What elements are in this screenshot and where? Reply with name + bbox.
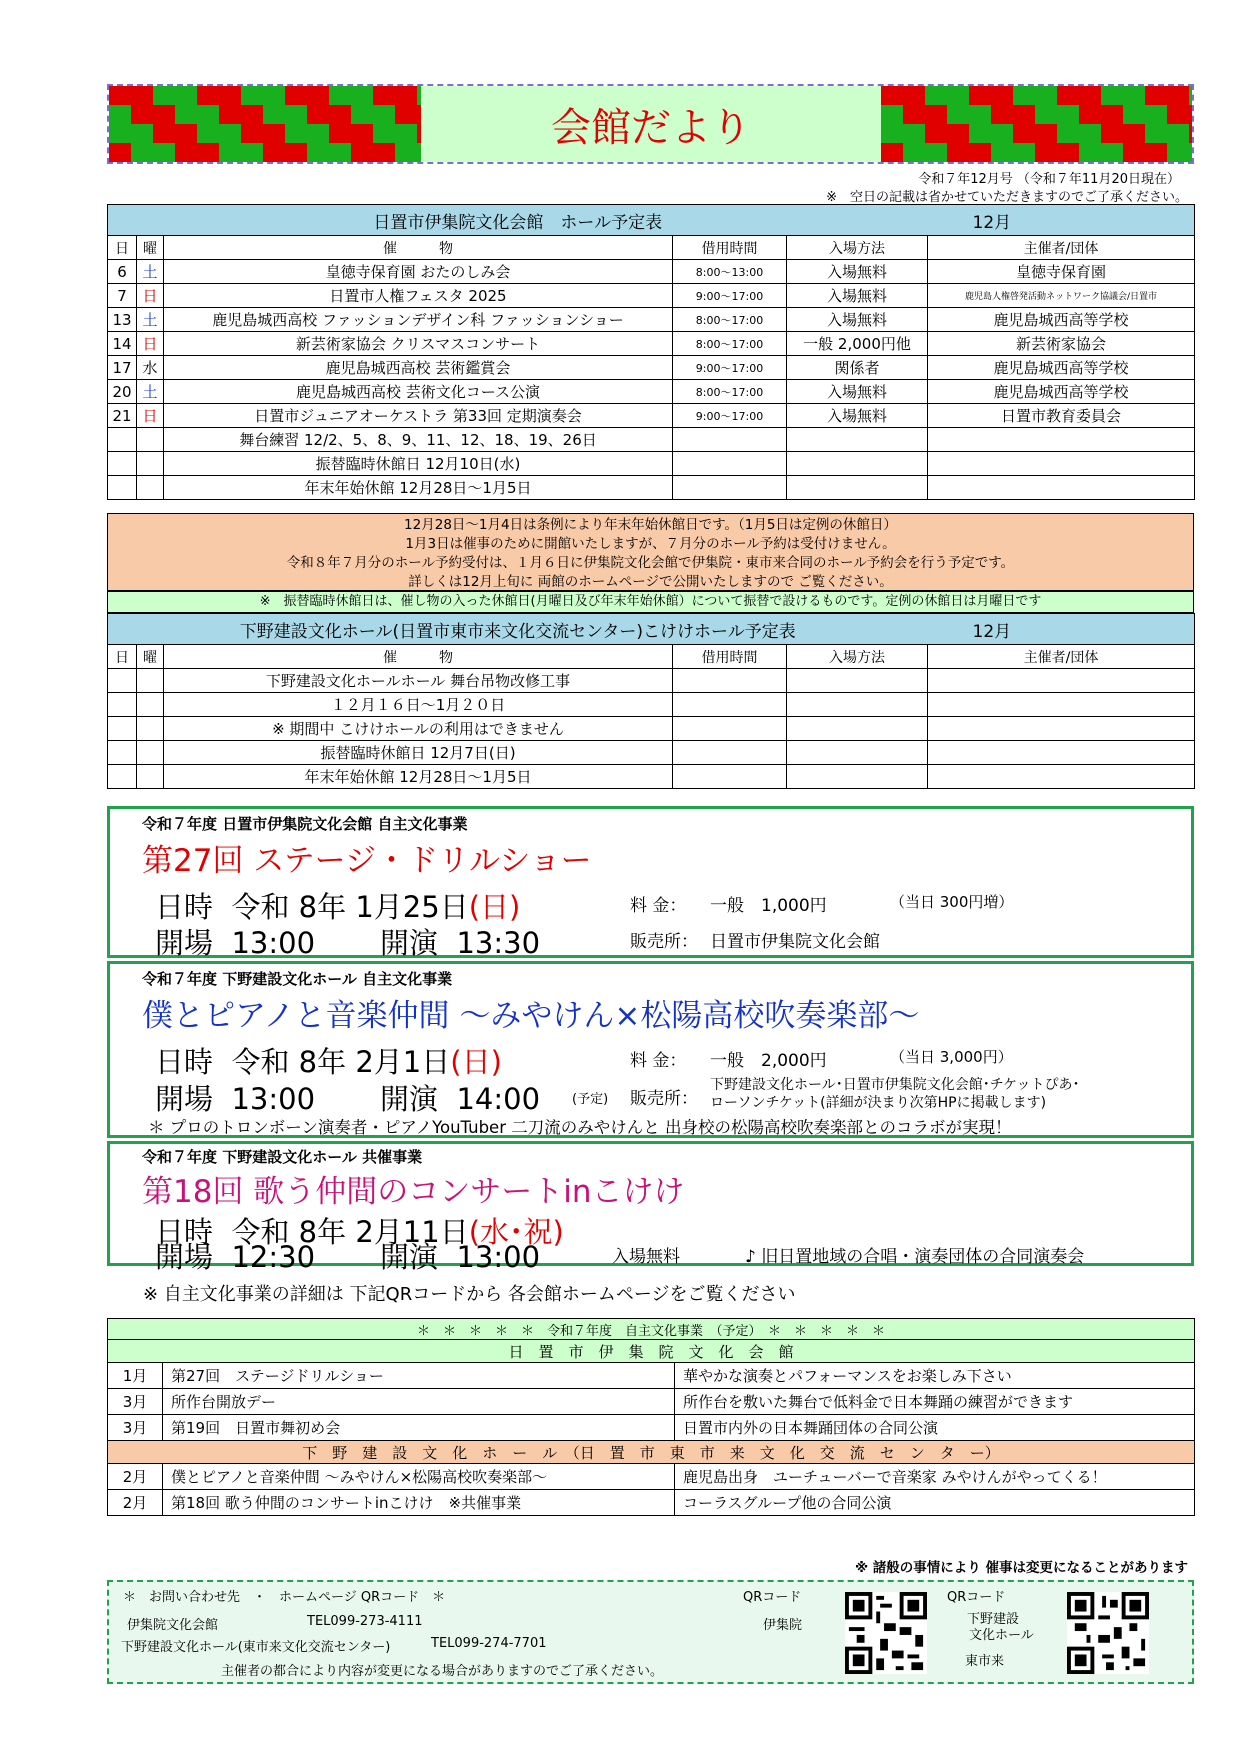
checker-pattern-right [881,86,1192,162]
change-note: ※ 諸般の事情により 催事は変更になることがあります [854,1560,1188,1576]
table-row: 年末年始休館 12月28日～1月5日 [108,476,1195,500]
checker-pattern-left [109,86,421,162]
ijuin-table-title: 日置市伊集院文化会館 ホール予定表 [108,205,928,236]
event-box-miyaken: 令和７年度 下野建設文化ホール 自主文化事業 僕とピアノと音楽仲間 ～みやけん×松陽高校吹奏楽部～ 日時 令和 8年 2月1日(日) 開場 13:00 開演 14:00 (予定) 料 金： 一般 2,000円 （当日 3,000円） 販売所： 下野建設文化ホール･日置市伊集院文化会館･チケットぴあ･ ローソンチケット(詳細が決まり次第HPに掲載します) ＊ プロのトロンボーン演奏者・ピアノYouTuber 二刀流のみやけんと 出身校の松陽高校吹奏楽部とのコラボが実現！ [107,961,1194,1138]
table-row: 3月 第19回 日置市舞初め会 日置市内外の日本舞踊団体の合同公演 [108,1415,1195,1441]
event-box-chorus: 令和７年度 下野建設文化ホール 共催事業 第18回 歌う仲間のコンサートinこけけ 日時 令和 8年 2月11日(水･祝) 開場 12:30 開演 13:00 入場無料 ♪ 旧日置地域の合唱・演奏団体の合同演奏会 [107,1141,1194,1266]
table-row: 1月 第27回 ステージドリルショー 華やかな演奏とパフォーマンスをお楽しみ下さい [108,1363,1195,1389]
ijuin-table-month: 12月 [928,205,1195,236]
table-row: 20 土 鹿児島城西高校 芸術文化コース公演 8:00～17:00 入場無料 鹿児島城西高等学校 [108,380,1195,404]
table-row: 3月 所作台開放デー 所作台を敷いた舞台で低料金で日本舞踊の練習ができます [108,1389,1195,1415]
table-row: 14 日 新芸術家協会 クリスマスコンサート 8:00～17:00 一般 2,000円他 新芸術家協会 [108,332,1195,356]
col-day: 日 [108,236,137,260]
table-row: 下野建設文化ホールホール 舞台吊物改修工事 [108,669,1195,693]
col-organizer: 主催者/団体 [928,236,1195,260]
header-banner [107,84,1194,164]
dateline: 令和７年12月号 （令和７年11月20日現在） [918,172,1180,187]
banner-title-area [421,86,881,162]
table-row: 2月 第18回 歌う仲間のコンサートinこけけ ※共催事業 コーラスグループ他の合同公演 [108,1490,1195,1516]
kokeke-schedule-table: 下野建設文化ホール(日置市東市来文化交流センター)こけけホール予定表 12月 日 曜 催 物 借用時間 入場方法 主催者/団体 下野建設文化ホールホール 舞台吊物改修工事 １２月１６日～1月２０日 ※ 期間中 こけけホールの利用はできません 振替臨時休館日 12月7日(日) 年末年始休館 12月28日～1月5日 [107,613,1195,789]
qr-note: ※ 自主文化事業の詳細は 下記QRコードから 各会館ホームページをご覧ください [143,1284,796,1305]
event-box-drill-show: 令和７年度 日置市伊集院文化会館 自主文化事業 第27回 ステージ・ドリルショー 日時 令和 8年 1月25日(日) 開場 13:00 開演 13:30 料 金： 一般 1,000円 （当日 300円増） 販売所： 日置市伊集院文化会館 [107,806,1194,958]
table-row: 振替臨時休館日 12月7日(日) [108,741,1195,765]
col-event: 催 物 [164,236,673,260]
event-title: 僕とピアノと音楽仲間 ～みやけん×松陽高校吹奏楽部～ [142,998,920,1034]
table-row: １２月１６日～1月２０日 [108,693,1195,717]
table-row: 7 日 日置市人権フェスタ 2025 9:00～17:00 入場無料 鹿児島人権啓発活動ネットワーク協議会/日置市 [108,284,1195,308]
event-title: 第18回 歌う仲間のコンサートinこけけ [142,1174,685,1210]
col-time: 借用時間 [673,236,787,260]
table-row: ※ 期間中 こけけホールの利用はできません [108,717,1195,741]
table-row: 13 土 鹿児島城西高校 ファッションデザイン科 ファッションショー 8:00～17:00 入場無料 鹿児島城西高等学校 [108,308,1195,332]
table-row: 6 土 皇徳寺保育園 おたのしみ会 8:00～13:00 入場無料 皇徳寺保育園 [108,260,1195,284]
kokeke-table-month: 12月 [928,614,1195,645]
blank-notice: ※ 空日の記載は省かせていただきますのでご了承ください。 [826,190,1188,205]
ijuin-schedule-table [107,204,1195,500]
qr-code-higashiichiki[interactable] [1067,1592,1149,1674]
table-row: 年末年始休館 12月28日～1月5日 [108,765,1195,789]
closure-notice: 12月28日～1月4日は条例により年末年始休館日です。（1月5日は定例の休館日） 1月3日は催事のために開館いたしますが、７月分のホール予約は受付けません。 令和８年７月分のホール予約受付は、１月６日に伊集院文化会館で伊集院・東市来合同のホール予約会を行う予定です。 詳しくは12月上旬に 両館のホームページで公開いたしますので ご覧ください。 [107,513,1194,591]
page-title: 会館だより [551,104,751,151]
table-row: 2月 僕とピアノと音楽仲間 ～みやけん×松陽高校吹奏楽部～ 鹿児島出身 ユーチューバーで音楽家 みやけんがやってくる！ [108,1464,1195,1490]
table-row: 振替臨時休館日 12月10日(水) [108,452,1195,476]
col-admission: 入場方法 [787,236,928,260]
col-dow: 曜 [137,236,164,260]
qr-code-ijuin[interactable] [845,1592,927,1674]
table-row: 17 水 鹿児島城西高校 芸術鑑賞会 9:00～17:00 関係者 鹿児島城西高等学校 [108,356,1195,380]
closure-notice-2: ※ 振替臨時休館日は、催し物の入った休館日(月曜日及び年末年始休館）について振替で設けるものです。定例の休館日は月曜日です [107,591,1194,613]
event-title: 第27回 ステージ・ドリルショー [142,843,592,879]
contact-footer: ＊ お問い合わせ先 ・ ホームページ QRコード ＊ 伊集院文化会館 TEL099-273-4111 下野建設文化ホール(東市来文化交流センター) TEL099-274-7701 主催者の都合により内容が変更になる場合がありますのでご了承ください。 QRコード 伊集院 QRコード 下野建設 文化ホール 東市来 [107,1580,1194,1684]
annual-schedule-table: ＊ ＊ ＊ ＊ ＊ 令和７年度 自主文化事業 （予定） ＊ ＊ ＊ ＊ ＊ 日 置 市 伊 集 院 文 化 会 館 1月 第27回 ステージドリルショー 華やかな演奏とパフォーマンスをお楽しみ下さい 3月 所作台開放デー 所作台を敷いた舞台で低料金で日本舞踊の練習ができます 3月 第19回 日置市舞初め会 日置市内外の日本舞踊団体の合同公演 下 野 建 設 文 化 ホ ー ル （日 置 市 東 市 来 文 化 交 流 セ ン タ ー） 2月 僕とピアノと音楽仲間 ～みやけん×松陽高校吹奏楽部～ 鹿児島出身 ユーチューバーで音楽家 みやけんがやってくる！ 2月 第18回 歌う仲間のコンサートinこけけ ※共催事業 コーラスグループ他の合同公演 [107,1318,1195,1516]
kokeke-table-title: 下野建設文化ホール(日置市東市来文化交流センター)こけけホール予定表 [108,614,928,645]
table-row: 21 日 日置市ジュニアオーケストラ 第33回 定期演奏会 9:00～17:00 入場無料 日置市教育委員会 [108,404,1195,428]
table-row: 舞台練習 12/2、5、8、9、11、12、18、19、26日 [108,428,1195,452]
